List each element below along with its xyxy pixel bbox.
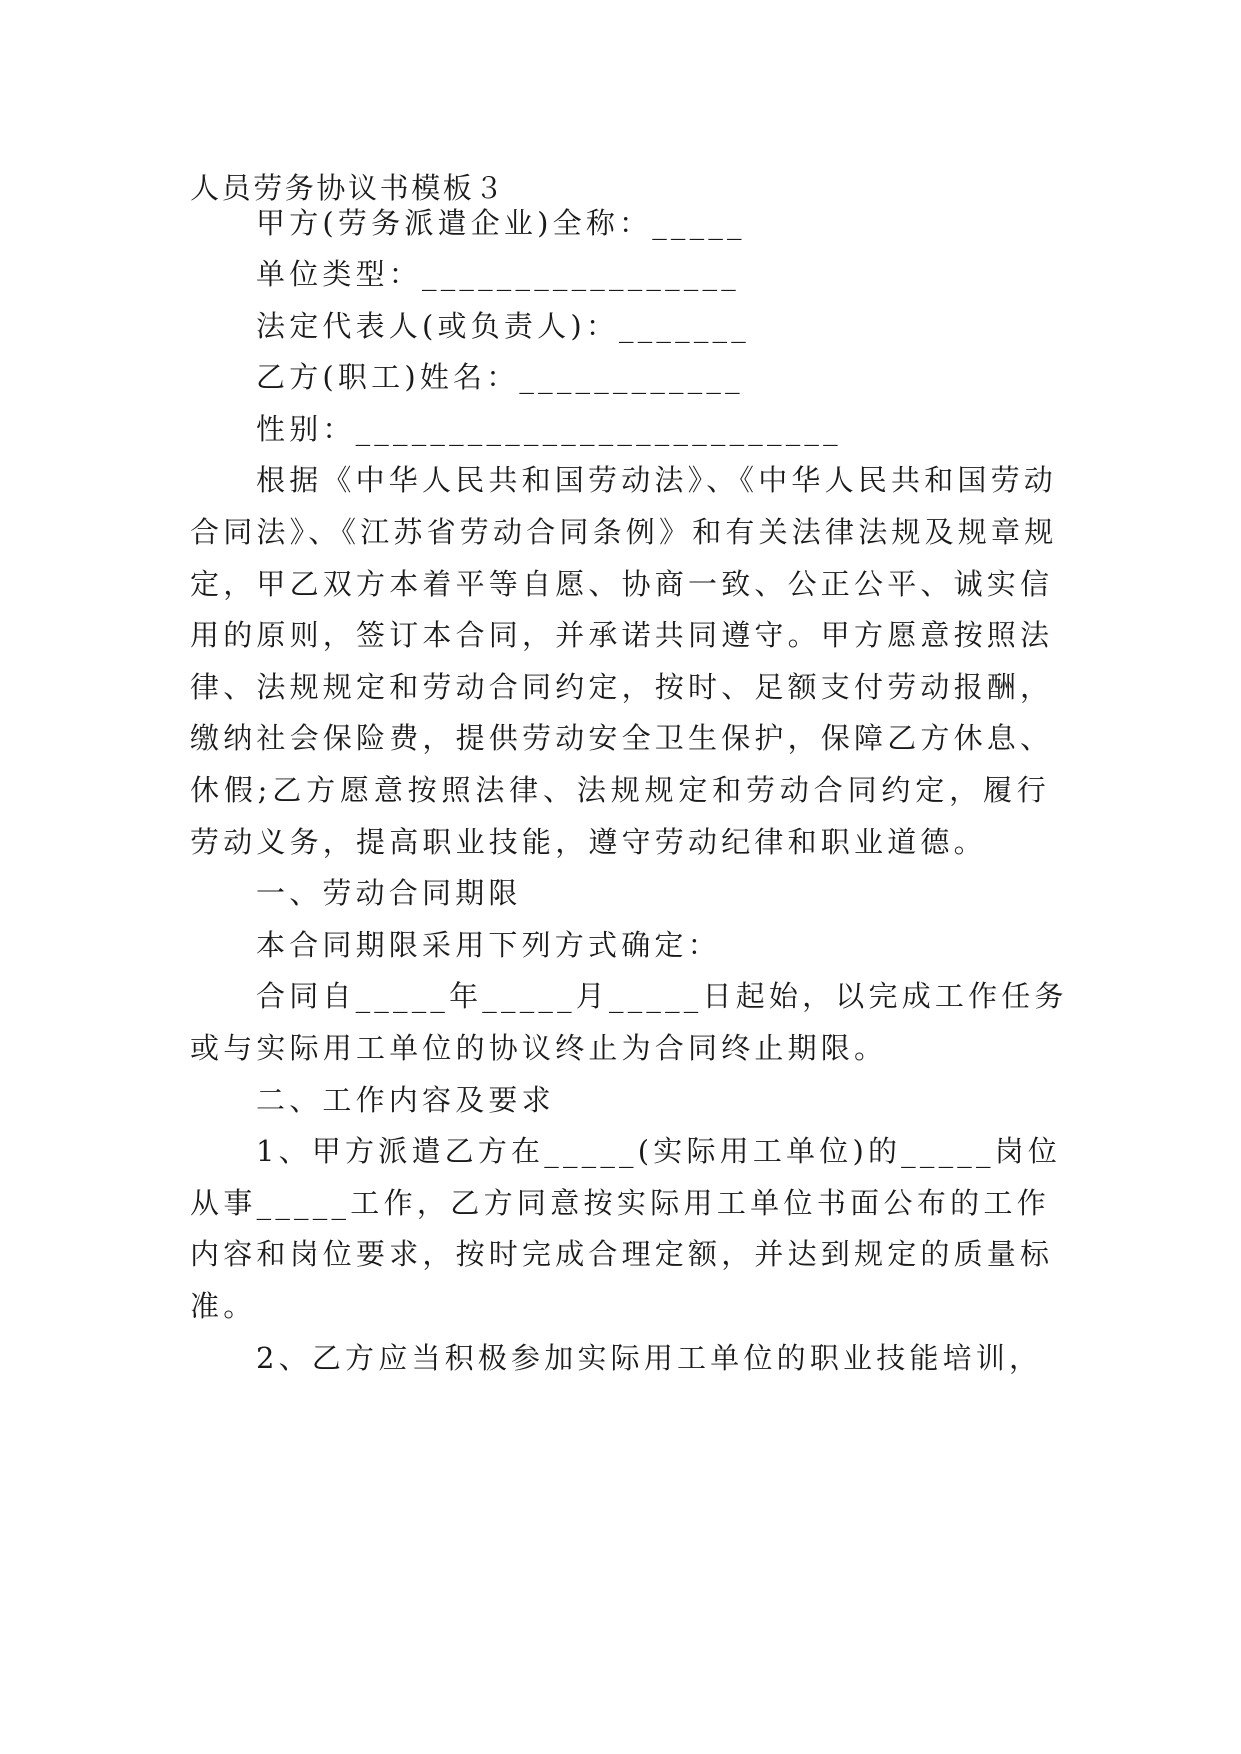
paragraph-line: 律、法规规定和劳动合同约定，按时、足额支付劳动报酬， <box>190 670 1054 704</box>
paragraph-line: 定，甲乙双方本着平等自愿、协商一致、公正公平、诚实信 <box>190 567 1054 601</box>
unit-type-field: 单位类型：_________________ <box>256 257 740 291</box>
paragraph-line: 合同自_____年_____月_____日起始，以完成工作任务 <box>256 979 1068 1013</box>
paragraph-line: 内容和岗位要求，按时完成合理定额，并达到规定的质量标 <box>190 1237 1054 1271</box>
paragraph-line: 缴纳社会保险费，提供劳动安全卫生保护，保障乙方休息、 <box>190 721 1054 755</box>
paragraph-line: 或与实际用工单位的协议终止为合同终止期限。 <box>190 1031 888 1065</box>
paragraph-line: 合同法》、《江苏省劳动合同条例》和有关法律法规及规章规 <box>190 515 1058 549</box>
paragraph-line: 2、乙方应当积极参加实际用工单位的职业技能培训， <box>256 1341 1043 1375</box>
contract-term-method-line: 本合同期限采用下列方式确定： <box>256 928 721 962</box>
paragraph-line: 劳动义务，提高职业技能，遵守劳动纪律和职业道德。 <box>190 825 987 859</box>
section-heading-work-content: 二、工作内容及要求 <box>256 1083 555 1117</box>
legal-representative-field: 法定代表人(或负责人)：_______ <box>256 309 750 343</box>
party-a-name-field: 甲方(劳务派遣企业)全称：_____ <box>256 206 746 240</box>
paragraph-line: 用的原则，签订本合同，并承诺共同遵守。甲方愿意按照法 <box>190 618 1054 652</box>
section-heading-contract-term: 一、劳动合同期限 <box>256 876 522 910</box>
paragraph-line: 休假;乙方愿意按照法律、法规规定和劳动合同约定，履行 <box>190 773 1050 807</box>
paragraph-line: 根据《中华人民共和国劳动法》、《中华人民共和国劳动 <box>256 463 1058 497</box>
paragraph-line: 从事_____工作，乙方同意按实际用工单位书面公布的工作 <box>190 1186 1050 1220</box>
party-b-name-field: 乙方(职工)姓名：____________ <box>256 360 744 394</box>
document-title: 人员劳务协议书模板３ <box>190 171 507 205</box>
paragraph-line: 1、甲方派遣乙方在_____(实际用工单位)的_____岗位 <box>256 1134 1062 1168</box>
paragraph-line: 准。 <box>190 1289 257 1323</box>
gender-field: 性别：__________________________ <box>256 412 842 446</box>
